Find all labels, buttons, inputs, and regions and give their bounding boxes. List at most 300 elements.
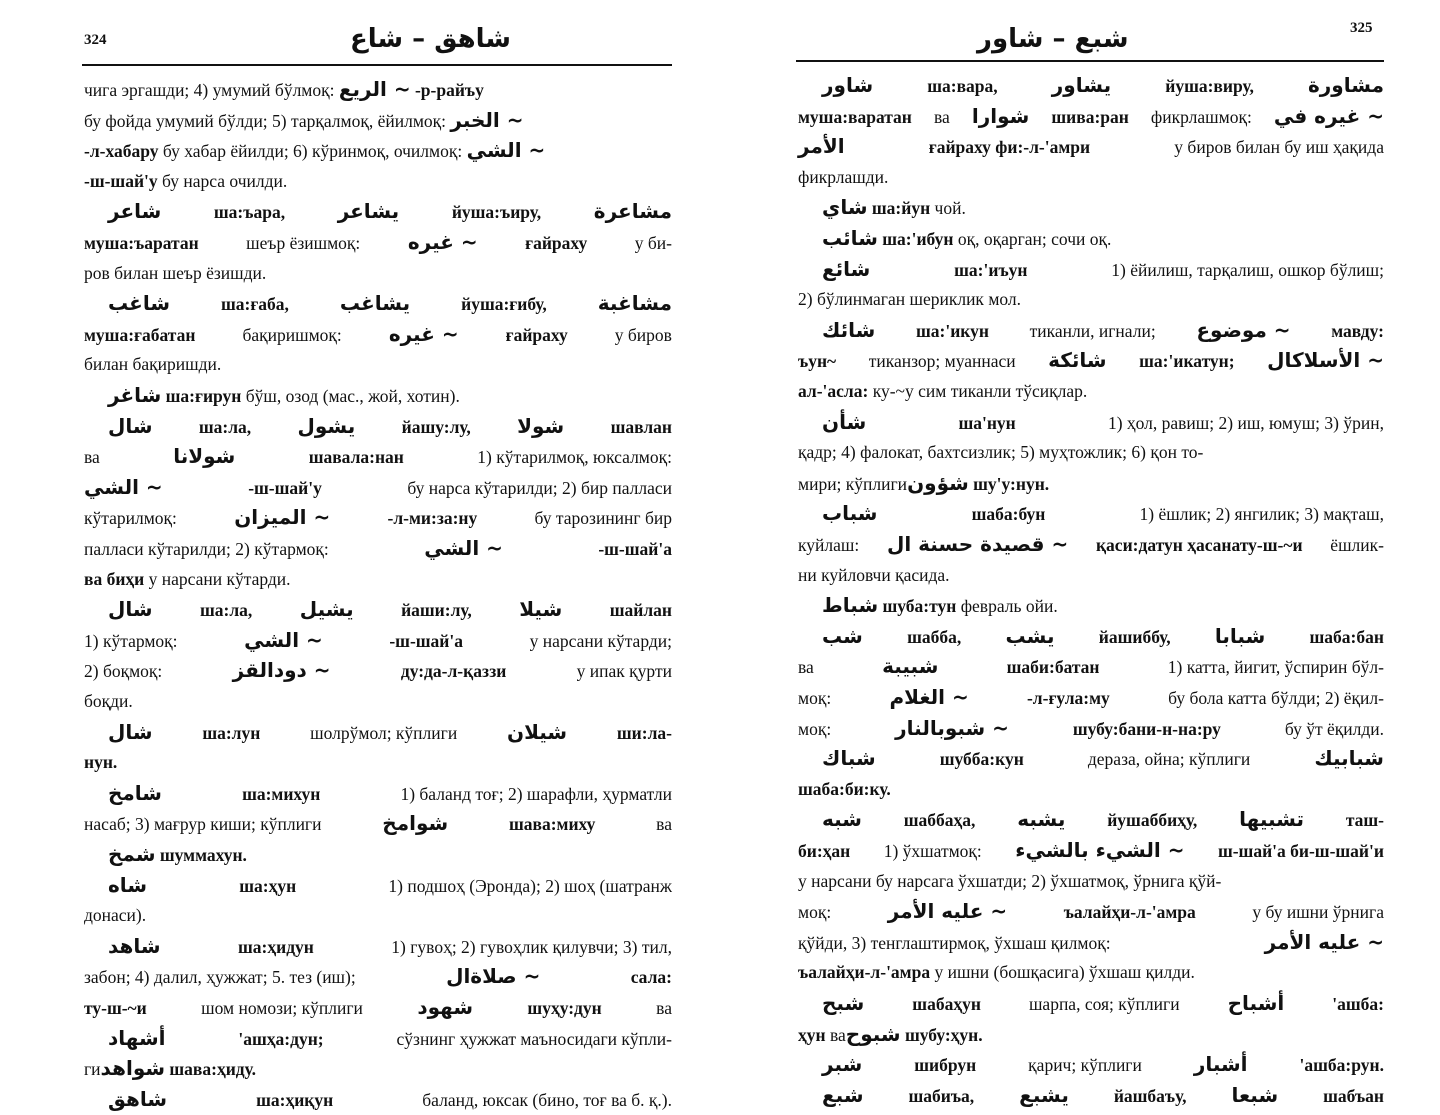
- transliteration: ғайраху: [525, 233, 588, 253]
- arabic-headword: يشاور: [1051, 73, 1112, 97]
- transliteration: ша'нун: [958, 412, 1016, 433]
- transliteration: муша:варатан: [798, 106, 912, 127]
- arabic-headword: ~ غيره في: [1273, 103, 1384, 128]
- right-page: [720, 0, 1440, 1114]
- transliteration: шива:ран: [1051, 106, 1129, 127]
- arabic-headword: أشباح: [1227, 991, 1285, 1015]
- transliteration: -ш-шай'у: [84, 170, 158, 191]
- text-line: [822, 1049, 1384, 1079]
- translation-text: ров билан шеър ёзишди.: [84, 262, 267, 283]
- transliteration: ша:'иъун: [954, 259, 1028, 280]
- text-line: [798, 682, 1384, 712]
- translation-text: ёшлик-: [1330, 535, 1384, 555]
- transliteration: ғайраху: [505, 324, 568, 345]
- text-line: [108, 1084, 672, 1114]
- transliteration: шубу:ҳун.: [900, 1024, 983, 1045]
- transliteration: ъун~: [798, 351, 837, 372]
- text-line: [84, 808, 672, 838]
- transliteration: -ш-шай'а: [389, 630, 463, 651]
- translation-text: 1) ўхшатмоқ:: [883, 841, 982, 861]
- arabic-headword: شاور: [822, 73, 874, 97]
- translation-text: 2) бўлинмаган шериклик мол.: [798, 289, 1022, 310]
- translation-text: қарич; кўплиги: [1028, 1055, 1142, 1076]
- transliteration: шибрун: [914, 1055, 977, 1076]
- arabic-headword: شوارا: [971, 103, 1030, 128]
- text-line: [84, 166, 672, 196]
- arabic-headword: شبابيك: [1314, 746, 1384, 771]
- translation-text: у биров билан бу иш ҳақида: [1174, 137, 1384, 158]
- arabic-headword: يشول: [297, 413, 356, 438]
- transliteration: 'ашба:рун.: [1299, 1055, 1384, 1076]
- translation-text: бу бола катта бўлди; 2) ёқил-: [1168, 688, 1384, 708]
- arabic-headword: ~ الشي: [84, 474, 163, 499]
- translation-text: тиканли, игнали;: [1029, 320, 1156, 341]
- transliteration: шаба:бан: [1309, 626, 1384, 647]
- transliteration: шуҳу:дун: [527, 998, 602, 1018]
- transliteration: шабъан: [1323, 1085, 1384, 1106]
- text-line: [798, 468, 1384, 498]
- text-line: [84, 961, 672, 991]
- text-line: [108, 411, 672, 441]
- translation-text: моқ:: [798, 688, 832, 708]
- arabic-headword: ~ الميزان: [234, 505, 331, 530]
- text-line: [84, 135, 672, 165]
- text-line: [108, 1023, 672, 1053]
- transliteration: ша:ҳиқун: [256, 1089, 334, 1110]
- arabic-headword: شاهق: [108, 1086, 168, 1111]
- transliteration: шава:миху: [508, 814, 596, 835]
- transliteration: ъалайҳи-л-'амра: [798, 962, 931, 983]
- translation-text: ва: [84, 447, 100, 468]
- text-line: [798, 1019, 1384, 1049]
- transliteration: -л-хабару: [84, 141, 159, 162]
- arabic-headword: يشاغب: [339, 291, 411, 316]
- text-line: [798, 529, 1384, 559]
- transliteration: муша:ъаратан: [84, 233, 199, 253]
- text-line: [84, 502, 672, 532]
- arabic-headword: شاغب: [108, 291, 171, 316]
- transliteration: ъалайҳи-л-'амра: [1063, 902, 1196, 923]
- transliteration: ша:'икун: [916, 320, 989, 341]
- arabic-headword: يشبه: [1017, 807, 1066, 832]
- text-line: [822, 743, 1384, 773]
- text-line: [798, 774, 1384, 804]
- text-line: [822, 407, 1384, 437]
- text-line: [798, 101, 1384, 131]
- left-page: [0, 0, 720, 1114]
- arabic-headword: شيلان: [507, 719, 568, 744]
- translation-text: боқди.: [84, 691, 133, 711]
- page-number: 325: [1350, 20, 1373, 36]
- arabic-headword: شأن: [822, 409, 867, 434]
- translation-text: ги: [84, 1059, 101, 1080]
- transliteration: шабиъа,: [908, 1085, 975, 1106]
- translation-text: ва: [656, 814, 672, 835]
- text-line: [798, 131, 1384, 161]
- arabic-headword: شبح: [822, 991, 865, 1015]
- transliteration: ша:ла,: [198, 416, 252, 437]
- transliteration: ша:йун: [867, 198, 931, 219]
- text-line: [108, 870, 672, 900]
- translation-text: бақиришмоқ:: [242, 324, 342, 345]
- transliteration: ҳун: [798, 1024, 826, 1045]
- transliteration: қаси:датун ҳасанату-ш-~и: [1095, 535, 1303, 555]
- arabic-headword: يشيل: [299, 597, 354, 622]
- text-line: [822, 223, 1384, 253]
- transliteration: -ш-шай'у: [248, 477, 322, 498]
- arabic-headword: ~ عليه الأمر: [887, 899, 1008, 924]
- translation-text: ку-~у сим тиканли тўсиқлар.: [868, 381, 1088, 401]
- arabic-headword: أشهاد: [108, 1025, 166, 1050]
- transliteration: ша:ҳун: [239, 875, 297, 896]
- arabic-headword: شاي: [822, 195, 868, 220]
- arabic-headword: ~ موضوع: [1196, 317, 1291, 342]
- transliteration: шаба:би:ку.: [798, 778, 891, 799]
- arabic-headword: شب: [822, 623, 863, 648]
- arabic-headword: شوامخ: [382, 811, 449, 836]
- translation-text: февраль ойи.: [956, 596, 1058, 617]
- arabic-headword: شائب: [822, 226, 878, 250]
- transliteration: йашбаъу,: [1113, 1085, 1187, 1106]
- arabic-headword: ~ الشي: [244, 627, 323, 652]
- translation-text: у нарсани кўтарди;: [529, 630, 672, 651]
- transliteration: ши:ла-: [616, 722, 672, 743]
- text-line: [798, 835, 1384, 865]
- text-line: [108, 288, 672, 318]
- translation-text: билан бақиришди.: [84, 354, 222, 375]
- arabic-headword: ~ الشيء بالشيء: [1015, 838, 1185, 862]
- translation-text: у нарсани бу нарсага ўхшатди; 2) ўхшатмоқ, ўрнига қўй-: [798, 870, 1222, 891]
- translation-text: кўтарилмоқ:: [84, 508, 177, 529]
- transliteration: -ш-шай'а: [598, 539, 672, 559]
- arabic-headword: شاعر: [108, 199, 162, 224]
- arabic-headword: شبع: [822, 1082, 864, 1107]
- text-line: [798, 927, 1384, 957]
- transliteration: шуба:тун: [878, 596, 957, 617]
- text-line: [84, 747, 672, 777]
- text-line: [84, 625, 672, 655]
- transliteration: ша:ла,: [199, 600, 253, 621]
- arabic-headword: ~ الريع: [338, 77, 411, 101]
- text-line: [84, 655, 672, 685]
- transliteration: йуша:ғибу,: [461, 294, 547, 315]
- text-line: [84, 227, 672, 257]
- translation-text: куйлаш:: [798, 535, 860, 555]
- transliteration: йашиббу,: [1098, 626, 1171, 647]
- translation-text: 1) подшоҳ (Эронда); 2) шоҳ (шатранж: [388, 875, 672, 896]
- translation-text: 2) боқмоқ:: [84, 661, 163, 682]
- text-line: [84, 533, 672, 563]
- text-line: [822, 192, 1384, 222]
- translation-text: 1) ёйилиш, тарқалиш, ошкор бўлиш;: [1111, 259, 1384, 280]
- translation-text: бу тарозининг бир: [534, 508, 672, 529]
- translation-text: мири; кўплиги: [798, 473, 908, 494]
- text-line: [84, 992, 672, 1022]
- translation-text: у нарсани кўтарди.: [144, 568, 291, 589]
- transliteration: шубба:кун: [939, 749, 1024, 770]
- arabic-headword: شولا: [517, 413, 565, 438]
- translation-text: бу фойда умумий бўлди; 5) тарқалмоқ, ёйилмоқ:: [84, 110, 451, 131]
- text-line: [84, 1053, 672, 1083]
- arabic-headword: ~ الخبر: [450, 107, 524, 132]
- translation-text: чига эргашди; 4) умумий бўлмоқ:: [84, 80, 339, 100]
- translation-text: у ишни (бошқасига) ўхшаш қилди.: [930, 962, 1195, 983]
- translation-text: қўйди, 3) тенглаштирмоқ, ўхшаш қилмоқ:: [798, 932, 1111, 953]
- arabic-headword: شباط: [822, 593, 879, 618]
- text-line: [822, 621, 1384, 651]
- translation-text: 1) кўтармоқ:: [84, 630, 178, 651]
- arabic-headword: شائع: [822, 256, 871, 281]
- transliteration: ша:ъара,: [213, 202, 286, 223]
- transliteration: сала:: [630, 967, 672, 988]
- transliteration: 'ашба:: [1332, 994, 1384, 1014]
- arabic-headword: ~ شبوبالنار: [895, 715, 1009, 740]
- arabic-headword: ~ صلاةال: [446, 964, 541, 989]
- text-line: [798, 896, 1384, 926]
- transliteration: йуша:виру,: [1165, 76, 1254, 96]
- translation-text: тиканзор; муаннаси: [868, 351, 1016, 372]
- transliteration: ал-'асла:: [798, 381, 869, 401]
- transliteration: ша:ғаба,: [221, 294, 289, 315]
- running-header: شبع – شاور: [977, 24, 1129, 54]
- translation-text: палласи кўтарилди; 2) кўтармоқ:: [84, 539, 329, 559]
- running-header: شاهق – شاع: [350, 24, 511, 54]
- text-line: [822, 254, 1384, 284]
- transliteration: шаба:бун: [971, 504, 1046, 525]
- translation-text: ни куйловчи қасида.: [798, 564, 950, 585]
- text-line: [84, 686, 672, 716]
- arabic-headword: شال: [108, 719, 153, 744]
- transliteration: мавду:: [1331, 320, 1384, 341]
- arabic-headword: شاه: [108, 872, 147, 897]
- text-line: [798, 866, 1384, 896]
- translation-text: қадр; 4) фалокат, бахтсизлик; 5) муҳтожлик; 6) қон то-: [798, 442, 1204, 463]
- translation-text: шом номози; кўплиги: [201, 998, 363, 1018]
- translation-text: у би-: [634, 233, 672, 253]
- arabic-headword: مشاغبة: [597, 291, 672, 316]
- transliteration: шу'у:нун.: [968, 473, 1050, 494]
- transliteration: йаши:лу,: [401, 600, 472, 621]
- arabic-headword: ~ الغلام: [889, 685, 969, 709]
- translation-text: бу нарса очилди.: [157, 170, 288, 191]
- text-line: [822, 988, 1384, 1018]
- arabic-headword: شؤون: [907, 470, 969, 495]
- transliteration: ш-шай'а би-ш-шай'и: [1217, 841, 1384, 861]
- transliteration: -р-райъу: [410, 80, 484, 100]
- text-line: [108, 839, 672, 869]
- arabic-headword: ~ عليه الأمر: [1264, 929, 1384, 954]
- translation-text: бу хабар ёйилди; 6) кўринмоқ, очилмоқ:: [158, 141, 467, 162]
- arabic-headword: شباب: [822, 501, 878, 526]
- translation-text: шолрўмол; кўплиги: [310, 722, 458, 743]
- translation-text: 1) кўтарилмоқ, юксалмоқ:: [477, 447, 672, 468]
- arabic-headword: شبه: [822, 807, 862, 832]
- translation-text: 1) баланд тоғ; 2) шарафли, ҳурматли: [400, 783, 672, 804]
- arabic-headword: ~ غيره: [388, 321, 459, 346]
- text-line: [108, 717, 672, 747]
- arabic-headword: الأمر: [798, 134, 845, 159]
- arabic-headword: شائك: [822, 317, 876, 342]
- arabic-headword: شبعا: [1231, 1082, 1279, 1107]
- transliteration: йушаббиҳу,: [1107, 810, 1198, 831]
- page-number: 324: [84, 32, 107, 48]
- translation-text: ва: [825, 1024, 846, 1045]
- text-line: [798, 957, 1384, 987]
- transliteration: муша:ғабатан: [84, 324, 196, 345]
- transliteration: таш-: [1345, 810, 1384, 831]
- arabic-headword: شاهد: [108, 933, 161, 958]
- transliteration: би:ҳан: [798, 841, 851, 861]
- arabic-headword: ~ الشي: [466, 138, 546, 163]
- text-line: [108, 931, 672, 961]
- transliteration: ша:вара,: [927, 76, 998, 96]
- arabic-headword: ~ غيره: [407, 230, 478, 254]
- text-line: [84, 472, 672, 502]
- translation-text: у ипак қурти: [576, 661, 672, 682]
- text-line: [84, 258, 672, 288]
- transliteration: ша:'ибун: [877, 229, 954, 249]
- translation-text: шеър ёзишмоқ:: [246, 233, 361, 253]
- translation-text: 1) ёшлик; 2) янгилик; 3) мақташ,: [1139, 504, 1384, 525]
- transliteration: шава:ҳиду.: [165, 1059, 257, 1080]
- arabic-headword: يشبع: [1019, 1082, 1069, 1107]
- arabic-headword: شبيبة: [882, 654, 939, 679]
- transliteration: ва биҳи: [84, 568, 145, 589]
- transliteration: шавала:нан: [308, 447, 404, 468]
- translation-text: у бу ишни ўрнига: [1252, 902, 1384, 923]
- text-line: [798, 284, 1384, 314]
- arabic-headword: شيلا: [519, 597, 563, 622]
- translation-text: ва: [656, 998, 672, 1018]
- translation-text: фикрлашди.: [798, 166, 889, 187]
- arabic-headword: شبابا: [1214, 623, 1266, 648]
- translation-text: чой.: [930, 198, 966, 219]
- translation-text: оқ, оқарган; сочи оқ.: [953, 229, 1112, 249]
- translation-text: моқ:: [798, 902, 832, 923]
- transliteration: шабаҳун: [912, 994, 981, 1014]
- translation-text: 1) ҳол, равиш; 2) иш, юмуш; 3) ўрин,: [1107, 412, 1384, 433]
- text-line: [84, 441, 672, 471]
- transliteration: йашу:лу,: [401, 416, 471, 437]
- translation-text: сўзнинг ҳужжат маъносидаги кўпли-: [396, 1028, 672, 1049]
- text-line: [798, 437, 1384, 467]
- transliteration: 'ашҳа:дун;: [238, 1028, 324, 1049]
- arabic-headword: تشبيها: [1239, 807, 1305, 832]
- transliteration: ша:михун: [242, 783, 321, 804]
- translation-text: бу нарса кўтарилди; 2) бир палласи: [407, 477, 672, 498]
- arabic-headword: مشاورة: [1307, 73, 1384, 97]
- arabic-headword: يشاعر: [337, 199, 400, 224]
- translation-text: фикрлашмоқ:: [1150, 106, 1252, 127]
- text-line: [798, 345, 1384, 375]
- text-line: [822, 315, 1384, 345]
- arabic-headword: شهود: [417, 995, 473, 1019]
- arabic-headword: ~ قصيدة حسنة ال: [886, 532, 1069, 556]
- arabic-headword: يشب: [1005, 623, 1055, 648]
- arabic-headword: شاغر: [108, 383, 162, 407]
- transliteration: -л-ми:за:ну: [387, 508, 478, 529]
- text-line: [84, 349, 672, 379]
- transliteration: шуммахун.: [155, 845, 247, 865]
- arabic-headword: شولانا: [173, 444, 236, 469]
- transliteration: ғайраху фи:-л-'амри: [928, 137, 1091, 158]
- text-line: [822, 70, 1384, 100]
- text-line: [798, 376, 1384, 406]
- translation-text: ва: [933, 106, 950, 127]
- translation-text: 1) катта, йигит, ўспирин бўл-: [1167, 657, 1384, 678]
- arabic-headword: شال: [108, 413, 153, 438]
- text-line: [84, 319, 672, 349]
- arabic-headword: شباك: [822, 746, 876, 771]
- translation-text: 1) гувоҳ; 2) гувоҳлик қилувчи; 3) тил,: [391, 936, 672, 957]
- translation-text: моқ:: [798, 718, 832, 739]
- arabic-headword: أشبار: [1193, 1052, 1248, 1077]
- text-line: [822, 1080, 1384, 1110]
- text-line: [798, 713, 1384, 743]
- transliteration: шабба,: [907, 626, 962, 647]
- transliteration: ша:ҳидун: [238, 936, 314, 957]
- transliteration: йуша:ъиру,: [451, 202, 542, 223]
- text-line: [108, 594, 672, 624]
- translation-text: забон; 4) далил, ҳужжат; 5. тез (иш);: [84, 967, 356, 988]
- transliteration: шавлан: [610, 416, 672, 437]
- text-line: [822, 498, 1384, 528]
- translation-text: бу ўт ёқилди.: [1284, 718, 1384, 739]
- arabic-headword: شامخ: [108, 780, 162, 805]
- transliteration: шубу:бани-н-на:ру: [1072, 718, 1221, 739]
- translation-text: дераза, ойна; кўплиги: [1087, 749, 1251, 770]
- arabic-headword: ~ الأسلاكال: [1267, 348, 1384, 373]
- arabic-headword: شبوح: [845, 1021, 901, 1046]
- transliteration: шаби:батан: [1006, 657, 1100, 678]
- translation-text: донаси).: [84, 905, 147, 926]
- text-line: [798, 651, 1384, 681]
- transliteration: ду:да-л-қаззи: [400, 661, 507, 682]
- text-line: [798, 560, 1384, 590]
- arabic-headword: ~ دودالقز: [232, 658, 331, 683]
- header-rule: [796, 60, 1384, 62]
- translation-text: шарпа, соя; кўплиги: [1028, 994, 1180, 1014]
- arabic-headword: مشاعرة: [593, 199, 672, 224]
- transliteration: ша:ғирун: [161, 386, 242, 406]
- text-line: [108, 380, 672, 410]
- translation-text: баланд, юксак (бино, тоғ ва б. қ.).: [422, 1089, 672, 1110]
- arabic-headword: شواهد: [100, 1056, 166, 1081]
- arabic-headword: شائكة: [1048, 348, 1107, 373]
- transliteration: шайлан: [609, 600, 672, 621]
- translation-text: бўш, озод (мас., жой, хотин).: [241, 386, 460, 406]
- transliteration: ша:лун: [202, 722, 261, 743]
- text-line: [822, 804, 1384, 834]
- transliteration: шаббаҳа,: [903, 810, 976, 831]
- arabic-headword: شبر: [822, 1052, 863, 1077]
- translation-text: ва: [798, 657, 814, 678]
- header-rule: [82, 64, 672, 66]
- translation-text: насаб; 3) мағрур киши; кўплиги: [84, 814, 322, 835]
- arabic-headword: شمخ: [108, 842, 156, 866]
- text-line: [798, 162, 1384, 192]
- transliteration: -л-ғула:му: [1026, 688, 1110, 708]
- text-line: [822, 590, 1384, 620]
- text-line: [84, 564, 672, 594]
- text-line: [84, 105, 672, 135]
- transliteration: нун.: [84, 752, 118, 773]
- text-line: [108, 778, 672, 808]
- transliteration: ша:'икатун;: [1139, 351, 1235, 372]
- text-line: [108, 196, 672, 226]
- arabic-headword: شال: [108, 597, 153, 622]
- text-line: [84, 74, 672, 104]
